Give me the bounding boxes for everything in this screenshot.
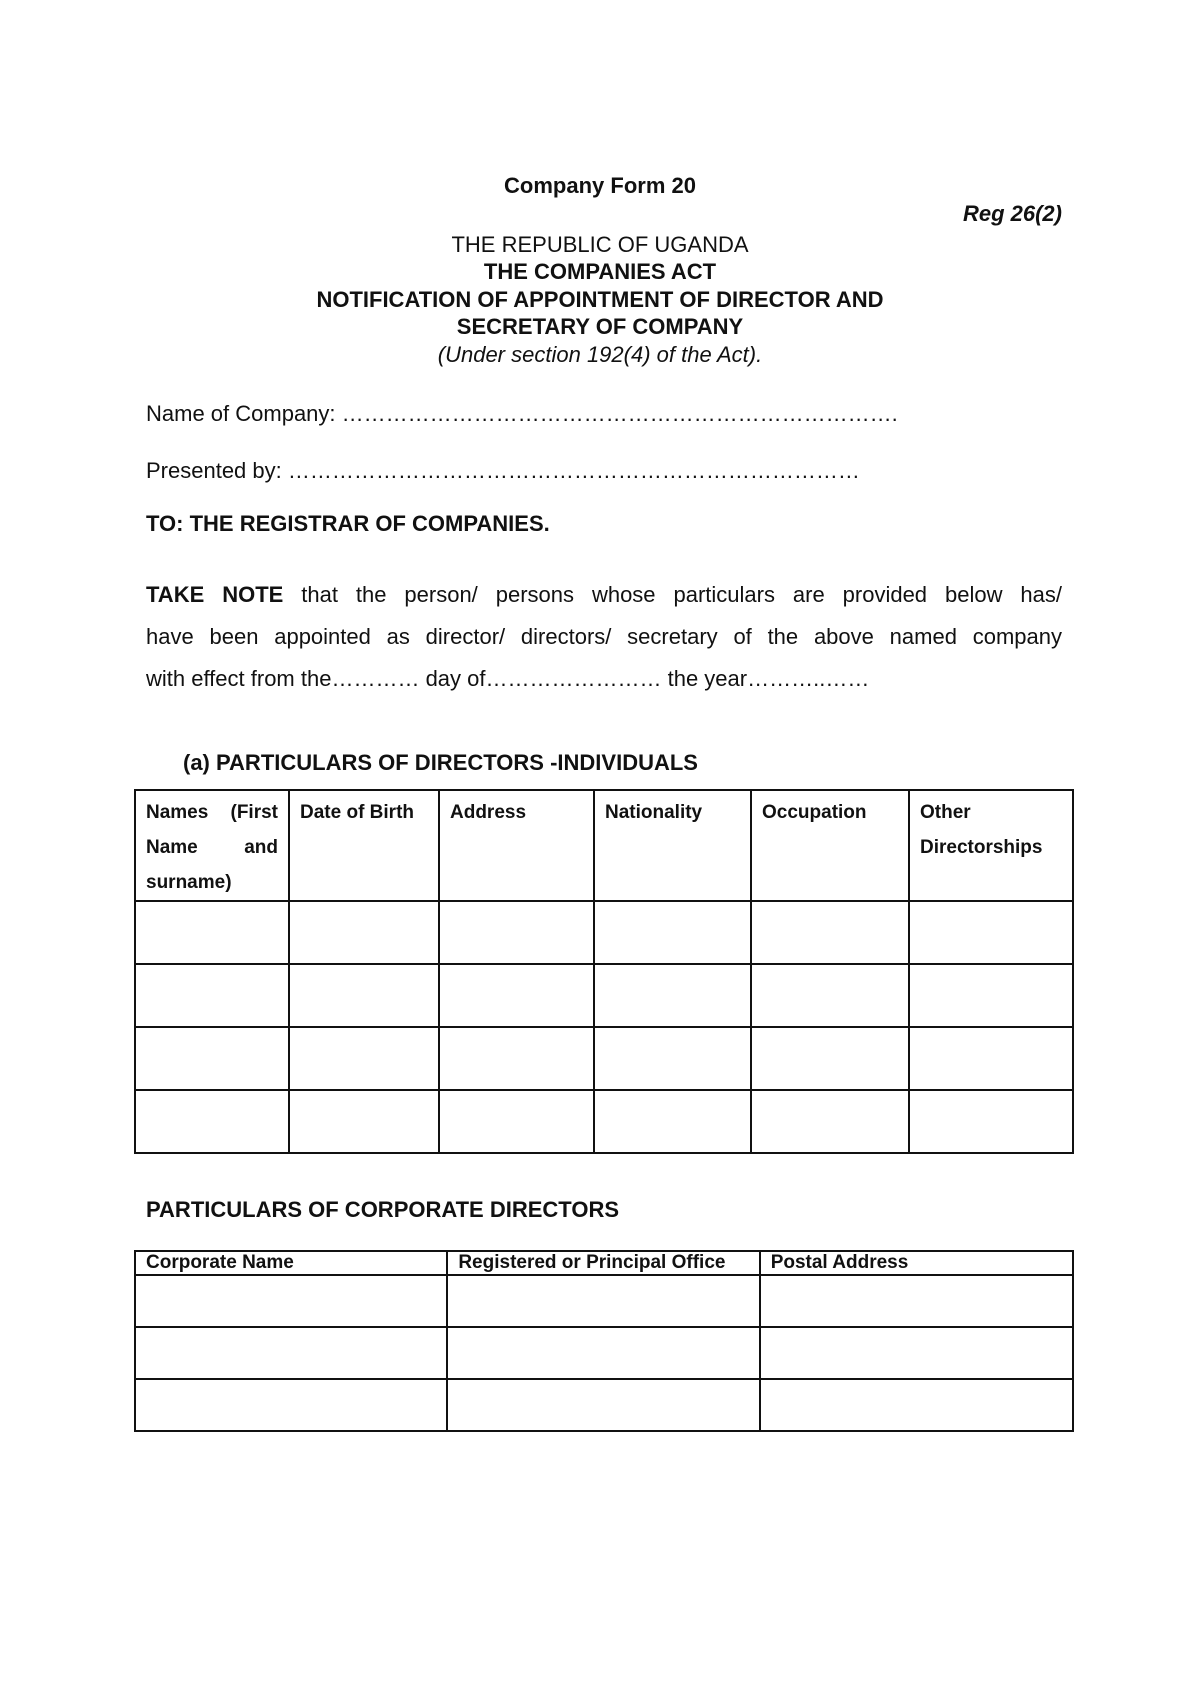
table-row [135, 1090, 1073, 1153]
table-row [135, 1027, 1073, 1090]
under-section-note: (Under section 192(4) of the Act). [437, 342, 763, 367]
table-cell[interactable] [909, 901, 1073, 964]
table-cell[interactable] [289, 964, 439, 1027]
individual-directors-table [134, 789, 1074, 1154]
table-cell[interactable] [760, 1379, 1073, 1431]
addressee-line: TO: THE REGISTRAR OF COMPANIES. [146, 511, 550, 536]
column-header-address: Address [439, 790, 594, 901]
notice-line-3[interactable]: with effect from the………… day of…………………… the year………..…… [146, 666, 870, 691]
table-cell[interactable] [760, 1275, 1073, 1327]
table-cell[interactable] [447, 1275, 759, 1327]
table-cell[interactable] [135, 1327, 447, 1379]
column-header-postal-address: Postal Address [760, 1251, 1073, 1275]
table-cell[interactable] [751, 901, 909, 964]
republic-heading: THE REPUBLIC OF UGANDA [451, 232, 749, 257]
notification-title-line1: NOTIFICATION OF APPOINTMENT OF DIRECTOR AND [316, 287, 884, 312]
notice-line-1-text: that the person/ persons whose particulars are provided below has/ [283, 582, 1062, 607]
notification-title-line2: SECRETARY OF COMPANY [456, 314, 744, 339]
table-cell[interactable] [594, 901, 751, 964]
table-cell[interactable] [439, 1027, 594, 1090]
name-of-company-field[interactable]: Name of Company: …………………………………………………………………. [146, 401, 898, 426]
presented-by-field[interactable]: Presented by: …………………………………………………………………… [146, 458, 860, 483]
table-cell[interactable] [760, 1327, 1073, 1379]
table-cell[interactable] [289, 901, 439, 964]
table-cell[interactable] [447, 1379, 759, 1431]
table-cell[interactable] [909, 1090, 1073, 1153]
column-header-corporate-name: Corporate Name [135, 1251, 447, 1275]
table-row [135, 1327, 1073, 1379]
act-heading: THE COMPANIES ACT [483, 259, 717, 284]
table-row [135, 1379, 1073, 1431]
names-header-line: Names (First [146, 802, 278, 823]
names-header-line: surname) [146, 872, 232, 893]
names-header-line: Name and [146, 837, 278, 858]
table-cell[interactable] [751, 1027, 909, 1090]
notice-line-2: have been appointed as director/ directors/ secretary of the above named company [146, 624, 1062, 649]
table-cell[interactable] [447, 1327, 759, 1379]
table-cell[interactable] [289, 1090, 439, 1153]
column-header-registered-office: Registered or Principal Office [447, 1251, 759, 1275]
regulation-reference: Reg 26(2) [962, 201, 1062, 226]
table-header-row [135, 790, 1073, 901]
table-row [135, 964, 1073, 1027]
table-cell[interactable] [594, 1090, 751, 1153]
corporate-directors-table [134, 1250, 1074, 1432]
table-cell[interactable] [751, 1090, 909, 1153]
table-cell[interactable] [135, 1275, 447, 1327]
column-header-date-of-birth: Date of Birth [289, 790, 439, 901]
table-cell[interactable] [135, 1027, 289, 1090]
table-row [135, 901, 1073, 964]
table-header-row [135, 1251, 1073, 1275]
table-cell[interactable] [135, 1090, 289, 1153]
take-note-lead: TAKE NOTE [146, 582, 284, 607]
table-cell[interactable] [135, 1379, 447, 1431]
table-cell[interactable] [594, 964, 751, 1027]
table-cell[interactable] [909, 1027, 1073, 1090]
column-header-nationality: Nationality [594, 790, 751, 901]
table-cell[interactable] [594, 1027, 751, 1090]
column-header-occupation: Occupation [751, 790, 909, 901]
table-cell[interactable] [135, 901, 289, 964]
table-row [135, 1275, 1073, 1327]
corporate-directors-heading: PARTICULARS OF CORPORATE DIRECTORS [146, 1197, 620, 1222]
form-title: Company Form 20 [504, 173, 696, 198]
column-header-other-directorships: Other Directorships [909, 790, 1073, 901]
column-header-names [135, 790, 289, 901]
table-cell[interactable] [751, 964, 909, 1027]
table-cell[interactable] [135, 964, 289, 1027]
individual-directors-heading: (a) PARTICULARS OF DIRECTORS -INDIVIDUALS [183, 750, 698, 775]
table-cell[interactable] [439, 1090, 594, 1153]
table-cell[interactable] [289, 1027, 439, 1090]
table-cell[interactable] [439, 901, 594, 964]
table-cell[interactable] [439, 964, 594, 1027]
table-cell[interactable] [909, 964, 1073, 1027]
notice-line-1 [146, 582, 1062, 608]
